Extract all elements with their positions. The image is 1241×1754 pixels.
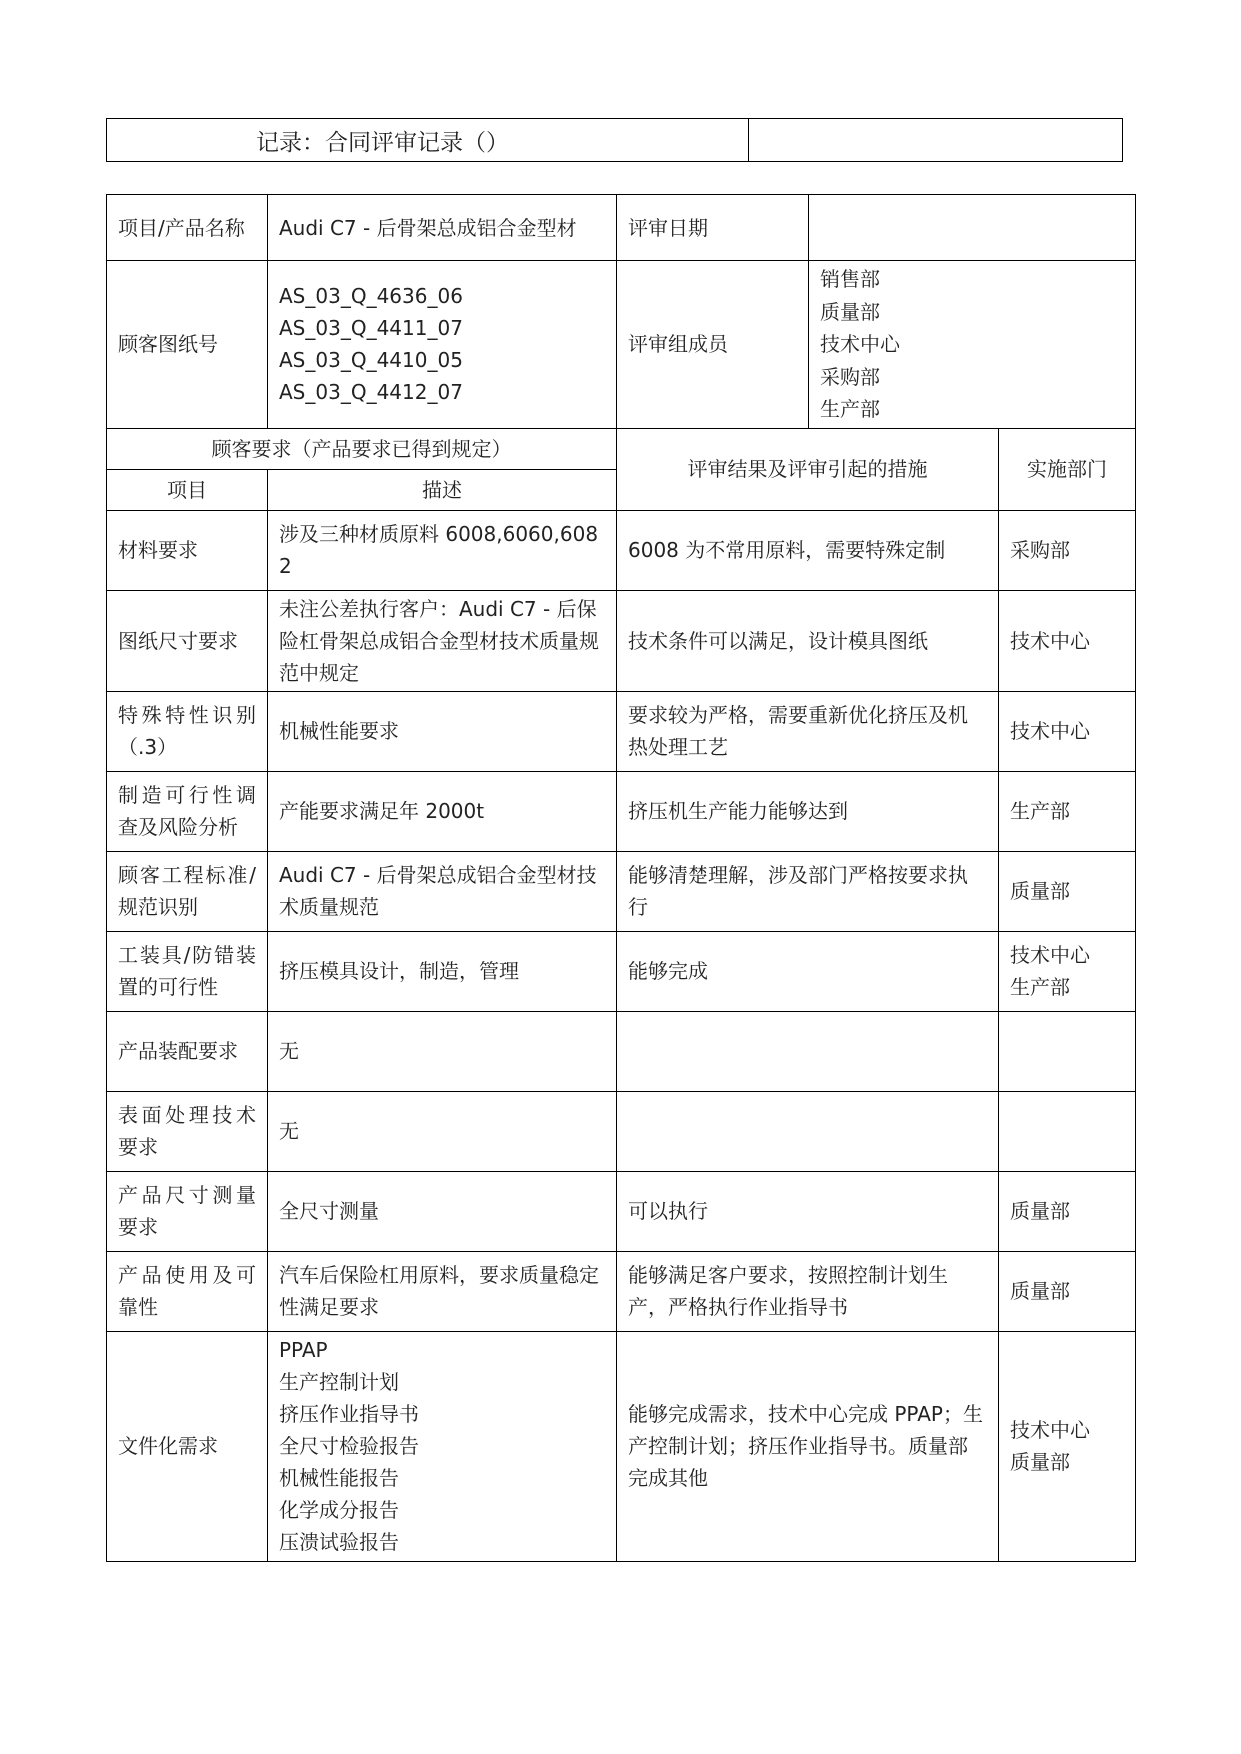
requirement-description bbox=[268, 931, 617, 1011]
review-result bbox=[617, 1171, 999, 1251]
requirement-row bbox=[107, 851, 1136, 931]
drawing-number: AS_03_Q_4410_05 bbox=[279, 348, 463, 373]
description-line: 涉及三种材质原料 6008,6060,6082 bbox=[279, 522, 599, 578]
review-member: 采购部 bbox=[820, 364, 880, 389]
review-date-value bbox=[809, 195, 1136, 261]
requirement-row bbox=[107, 1091, 1136, 1171]
result-line: 能够完成 bbox=[628, 959, 708, 983]
description-line: 机械性能要求 bbox=[279, 719, 399, 743]
dept-line: 技术中心 bbox=[1010, 628, 1090, 653]
requirement-row bbox=[107, 691, 1136, 771]
requirement-description bbox=[268, 691, 617, 771]
description-line: 无 bbox=[279, 1119, 299, 1143]
result-line: 技术条件可以满足，设计模具图纸 bbox=[628, 628, 928, 653]
review-member: 生产部 bbox=[820, 397, 880, 421]
requirement-item: 文件化需求 bbox=[107, 1331, 268, 1561]
dept-line: 质量部 bbox=[1010, 1199, 1070, 1223]
review-result bbox=[617, 1331, 999, 1561]
description-line: 全尺寸检验报告 bbox=[279, 1434, 419, 1458]
implementing-dept bbox=[999, 931, 1136, 1011]
implementing-dept bbox=[999, 1171, 1136, 1251]
requirement-item: 产品使用及可靠性 bbox=[107, 1251, 268, 1331]
implementing-dept bbox=[999, 510, 1136, 590]
drawing-number: AS_03_Q_4412_07 bbox=[279, 380, 463, 405]
dept-line: 技术中心 bbox=[1010, 719, 1090, 743]
requirement-item: 制造可行性调查及风险分析 bbox=[107, 771, 268, 851]
requirement-item: 特殊特性识别（.3） bbox=[107, 691, 268, 771]
description-header: 描述 bbox=[268, 469, 617, 510]
requirement-description bbox=[268, 1251, 617, 1331]
requirement-row bbox=[107, 510, 1136, 590]
result-line: 能够满足客户要求，按照控制计划生产，严格执行作业指导书 bbox=[628, 1263, 948, 1319]
review-result-header: 评审结果及评审引起的措施 bbox=[617, 428, 999, 510]
requirement-item: 工装具/防错装置的可行性 bbox=[107, 931, 268, 1011]
implementing-dept bbox=[999, 1331, 1136, 1561]
review-result bbox=[617, 691, 999, 771]
result-line: 能够清楚理解，涉及部门严格按要求执行 bbox=[628, 863, 968, 919]
drawing-number: AS_03_Q_4636_06 bbox=[279, 284, 463, 309]
requirement-row bbox=[107, 931, 1136, 1011]
description-line: 压溃试验报告 bbox=[279, 1530, 399, 1554]
description-line: 生产控制计划 bbox=[279, 1370, 399, 1394]
requirement-item: 产品尺寸测量要求 bbox=[107, 1171, 268, 1251]
description-line: 挤压模具设计，制造，管理 bbox=[279, 959, 519, 983]
implementing-dept bbox=[999, 1091, 1136, 1171]
description-line: PPAP bbox=[279, 1338, 328, 1362]
requirement-description bbox=[268, 1171, 617, 1251]
item-header: 项目 bbox=[107, 469, 268, 510]
requirement-item: 产品装配要求 bbox=[107, 1011, 268, 1091]
description-line: 化学成分报告 bbox=[279, 1498, 399, 1522]
review-members-label: 评审组成员 bbox=[617, 261, 809, 429]
dept-line: 质量部 bbox=[1010, 1450, 1070, 1474]
implementing-dept bbox=[999, 771, 1136, 851]
dept-line: 质量部 bbox=[1010, 879, 1070, 903]
description-line: 机械性能报告 bbox=[279, 1466, 399, 1490]
record-title: 记录：合同评审记录（） bbox=[107, 119, 749, 162]
product-name-label: 项目/产品名称 bbox=[107, 195, 268, 261]
description-line: Audi C7 - 后骨架总成铝合金型材技术质量规范 bbox=[279, 863, 597, 919]
review-members-list bbox=[809, 261, 1136, 429]
description-line: 无 bbox=[279, 1039, 299, 1063]
dept-line: 技术中心 bbox=[1010, 1418, 1090, 1442]
description-line: 全尺寸测量 bbox=[279, 1199, 379, 1223]
requirement-item: 表面处理技术要求 bbox=[107, 1091, 268, 1171]
record-title-table bbox=[106, 118, 1123, 162]
requirement-description bbox=[268, 771, 617, 851]
description-line: 挤压作业指导书 bbox=[279, 1402, 419, 1426]
requirement-description bbox=[268, 851, 617, 931]
review-result bbox=[617, 851, 999, 931]
review-result bbox=[617, 1011, 999, 1091]
requirement-item: 材料要求 bbox=[107, 510, 268, 590]
implementing-dept bbox=[999, 1251, 1136, 1331]
review-result bbox=[617, 931, 999, 1011]
contract-review-table bbox=[106, 194, 1136, 1562]
review-result bbox=[617, 1251, 999, 1331]
implementing-dept bbox=[999, 590, 1136, 691]
requirement-row bbox=[107, 771, 1136, 851]
result-line: 6008 为不常用原料，需要特殊定制 bbox=[628, 538, 946, 562]
record-title-right bbox=[749, 119, 1123, 162]
dept-line: 生产部 bbox=[1010, 799, 1070, 823]
requirement-row bbox=[107, 1171, 1136, 1251]
review-result bbox=[617, 771, 999, 851]
result-line: 能够完成需求，技术中心完成 PPAP；生产控制计划；挤压作业指导书。质量部完成其他 bbox=[628, 1402, 983, 1490]
requirement-description bbox=[268, 590, 617, 691]
implementing-dept bbox=[999, 1011, 1136, 1091]
implementing-dept bbox=[999, 691, 1136, 771]
implementing-dept-header: 实施部门 bbox=[999, 428, 1136, 510]
requirement-row bbox=[107, 590, 1136, 691]
requirement-item: 顾客工程标准/规范识别 bbox=[107, 851, 268, 931]
result-line: 要求较为严格，需要重新优化挤压及机热处理工艺 bbox=[628, 703, 968, 759]
dept-line: 采购部 bbox=[1010, 538, 1070, 562]
drawing-number: AS_03_Q_4411_07 bbox=[279, 316, 463, 341]
result-line: 可以执行 bbox=[628, 1199, 708, 1223]
review-result bbox=[617, 590, 999, 691]
review-member: 销售部 bbox=[820, 267, 880, 291]
product-name-value: Audi C7 - 后骨架总成铝合金型材 bbox=[268, 195, 617, 261]
review-member: 技术中心 bbox=[820, 332, 900, 356]
customer-requirements-header: 顾客要求（产品要求已得到规定） bbox=[107, 428, 617, 469]
description-line: 产能要求满足年 2000t bbox=[279, 799, 485, 823]
description-line: 未注公差执行客户：Audi C7 - 后保险杠骨架总成铝合金型材技术质量规范中规定 bbox=[279, 596, 599, 685]
requirement-description bbox=[268, 1011, 617, 1091]
requirement-description bbox=[268, 1091, 617, 1171]
review-result bbox=[617, 1091, 999, 1171]
requirement-description bbox=[268, 510, 617, 590]
review-member: 质量部 bbox=[820, 299, 880, 324]
drawing-number-list bbox=[268, 261, 617, 429]
requirement-description bbox=[268, 1331, 617, 1561]
dept-line: 生产部 bbox=[1010, 975, 1070, 999]
dept-line: 质量部 bbox=[1010, 1279, 1070, 1303]
drawing-number-label: 顾客图纸号 bbox=[107, 261, 268, 429]
requirement-item: 图纸尺寸要求 bbox=[107, 590, 268, 691]
requirement-row bbox=[107, 1011, 1136, 1091]
dept-line: 技术中心 bbox=[1010, 943, 1090, 967]
requirement-row bbox=[107, 1251, 1136, 1331]
implementing-dept bbox=[999, 851, 1136, 931]
result-line: 挤压机生产能力能够达到 bbox=[628, 799, 848, 823]
description-line: 汽车后保险杠用原料，要求质量稳定性满足要求 bbox=[279, 1263, 599, 1319]
requirement-row bbox=[107, 1331, 1136, 1561]
review-result bbox=[617, 510, 999, 590]
review-date-label: 评审日期 bbox=[617, 195, 809, 261]
